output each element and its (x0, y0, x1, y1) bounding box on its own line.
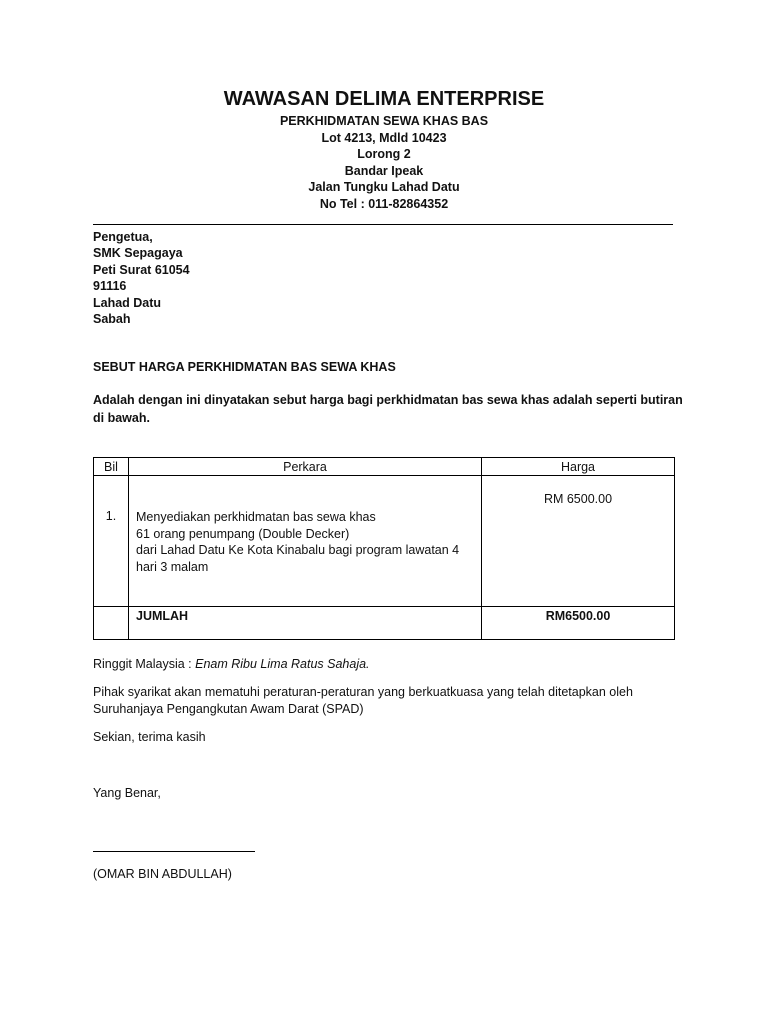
closing-line: Sekian, terima kasih (93, 730, 206, 744)
recipient-line: Lahad Datu (93, 295, 162, 310)
total-label: JUMLAH (136, 609, 189, 623)
signature-line (93, 851, 255, 852)
letterhead-line-jalan: Jalan Tungku Lahad Datu (308, 180, 460, 194)
recipient-line: 91116 (93, 279, 127, 294)
header-perkara: Perkara (129, 458, 482, 476)
signatory-name: (OMAR BIN ABDULLAH) (93, 867, 232, 881)
letterhead-line-lot: Lot 4213, Mdld 10423 (321, 130, 447, 145)
recipient-line: SMK Sepagaya (93, 246, 183, 261)
amount-in-words (93, 656, 370, 673)
letterhead-line-service: PERKHIDMATAN SEWA KHAS BAS (279, 114, 489, 128)
signoff-line: Yang Benar, (93, 786, 161, 800)
cell-perkara (129, 476, 482, 607)
cell-empty (94, 607, 129, 640)
item-description (129, 476, 481, 575)
item-number: 1. (105, 509, 117, 523)
header-bil: Bil (94, 458, 129, 476)
recipient-line: Sabah (93, 312, 131, 327)
description-line: Menyediakan perkhidmatan bas sewa khas (136, 510, 376, 524)
recipient-address (93, 229, 190, 327)
letterhead-line-lorong: Lorong 2 (357, 147, 411, 161)
quotation-table (93, 457, 675, 640)
table-header-row (94, 458, 675, 476)
company-name: WAWASAN DELIMA ENTERPRISE (223, 88, 545, 110)
description-line: 61 orang penumpang (Double Decker) (136, 526, 350, 541)
description-line: hari 3 malam (136, 559, 209, 574)
table-total-row (94, 607, 675, 640)
letter-subject: SEBUT HARGA PERKHIDMATAN BAS SEWA KHAS (93, 360, 396, 374)
recipient-line: Peti Surat 61054 (93, 262, 190, 277)
ringgit-label: Ringgit Malaysia : (93, 657, 196, 671)
ringgit-words: Enam Ribu Lima Ratus Sahaja. (195, 657, 370, 671)
header-divider (93, 224, 673, 225)
letterhead-line-phone: No Tel : 011-82864352 (319, 196, 449, 211)
cell-bil (94, 476, 129, 607)
cell-total-label (129, 607, 482, 640)
table-row (94, 476, 675, 607)
item-price: RM 6500.00 (543, 492, 613, 506)
description-line: dari Lahad Datu Ke Kota Kinabalu bagi program lawatan 4 (136, 543, 460, 558)
recipient-line: Pengetua, (93, 230, 153, 244)
letterhead-line-bandar: Bandar Ipeak (344, 163, 424, 178)
intro-paragraph: Adalah dengan ini dinyatakan sebut harga bagi perkhidmatan bas sewa khas adalah seperti butiran di bawah. (93, 393, 683, 425)
cell-total-value (482, 607, 675, 640)
total-value: RM6500.00 (545, 609, 611, 623)
cell-harga (482, 476, 675, 607)
header-harga: Harga (482, 458, 675, 476)
compliance-paragraph: Pihak syarikat akan mematuhi peraturan-peraturan yang berkuatkuasa yang telah ditetapkan oleh Suruhanjaya Pengangkutan Awam Darat (SPAD) (93, 685, 633, 716)
